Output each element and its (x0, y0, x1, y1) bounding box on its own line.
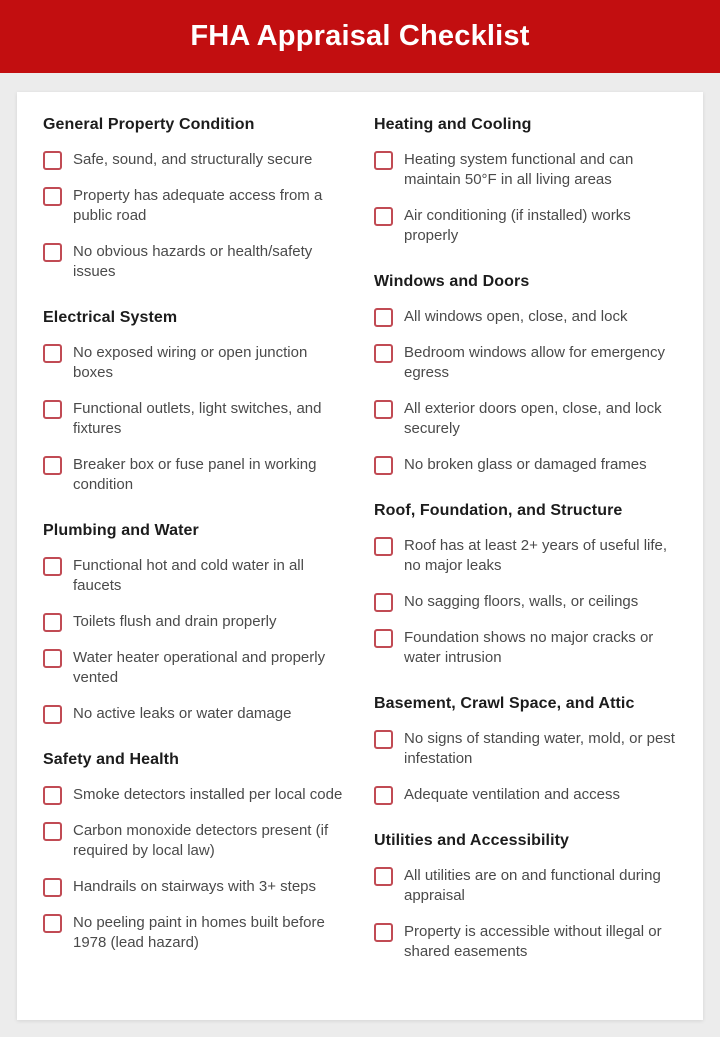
checklist-card (17, 92, 703, 1020)
checkbox-icon[interactable] (374, 730, 393, 749)
checklist-item-label: Toilets flush and drain properly (73, 613, 277, 630)
checklist-section (43, 751, 346, 953)
checklist-item[interactable] (43, 343, 346, 383)
checkbox-icon[interactable] (43, 400, 62, 419)
checklist-columns (43, 116, 677, 962)
checkbox-icon[interactable] (374, 400, 393, 419)
checkbox-icon[interactable] (43, 151, 62, 170)
checklist-item-label: Water heater operational and properly vented (73, 649, 326, 686)
checkbox-icon[interactable] (43, 786, 62, 805)
checklist-item[interactable] (374, 628, 677, 668)
checklist-item-label: Handrails on stairways with 3+ steps (73, 878, 317, 895)
section-items (43, 556, 346, 724)
checklist-section (374, 116, 677, 246)
checklist-item-label: Breaker box or fuse panel in working condition (73, 456, 317, 493)
checklist-section (374, 273, 677, 475)
checkbox-icon[interactable] (374, 308, 393, 327)
checkbox-icon[interactable] (43, 914, 62, 933)
checklist-item[interactable] (43, 877, 346, 897)
column-right (374, 116, 677, 962)
checklist-item[interactable] (374, 307, 677, 327)
checkbox-icon[interactable] (43, 705, 62, 724)
checklist-item[interactable] (43, 913, 346, 953)
checklist-item-label: Foundation shows no major cracks or water intrusion (404, 629, 654, 666)
checklist-item-label: Property has adequate access from a public road (73, 187, 323, 224)
checklist-section (43, 522, 346, 724)
checklist-item[interactable] (43, 704, 346, 724)
checklist-item-label: Bedroom windows allow for emergency egress (404, 344, 665, 381)
checklist-item[interactable] (374, 455, 677, 475)
checklist-item[interactable] (374, 729, 677, 769)
checkbox-icon[interactable] (43, 243, 62, 262)
page-title: FHA Appraisal Checklist (190, 20, 530, 52)
checklist-item[interactable] (43, 399, 346, 439)
checkbox-icon[interactable] (374, 456, 393, 475)
checkbox-icon[interactable] (43, 822, 62, 841)
section-items (374, 150, 677, 246)
checklist-item-label: Safe, sound, and structurally secure (73, 151, 313, 168)
checkbox-icon[interactable] (43, 878, 62, 897)
checkbox-icon[interactable] (374, 344, 393, 363)
checkbox-icon[interactable] (43, 649, 62, 668)
checklist-item-label: Heating system functional and can maintain 50°F in all living areas (404, 151, 634, 188)
section-title: Electrical System (43, 309, 178, 326)
checkbox-icon[interactable] (374, 923, 393, 942)
checklist-item-label: All windows open, close, and lock (404, 308, 628, 325)
checkbox-icon[interactable] (374, 593, 393, 612)
section-items (374, 866, 677, 962)
checkbox-icon[interactable] (374, 151, 393, 170)
checkbox-icon[interactable] (43, 613, 62, 632)
checklist-item[interactable] (43, 785, 346, 805)
checklist-item[interactable] (374, 866, 677, 906)
section-title: General Property Condition (43, 116, 255, 133)
section-items (43, 343, 346, 495)
checklist-item[interactable] (43, 612, 346, 632)
checklist-item[interactable] (374, 150, 677, 190)
checklist-item-label: Air conditioning (if installed) works properly (404, 207, 631, 244)
checklist-item[interactable] (374, 536, 677, 576)
section-title: Heating and Cooling (374, 116, 532, 133)
checklist-item[interactable] (43, 648, 346, 688)
checklist-item-label: Functional outlets, light switches, and fixtures (73, 400, 322, 437)
section-items (43, 150, 346, 282)
checklist-item-label: No sagging floors, walls, or ceilings (404, 593, 639, 610)
checkbox-icon[interactable] (374, 786, 393, 805)
checkbox-icon[interactable] (43, 187, 62, 206)
header-banner (0, 0, 720, 73)
checklist-section (43, 116, 346, 282)
checklist-item-label: Functional hot and cold water in all faucets (73, 557, 304, 594)
checklist-section (374, 695, 677, 805)
checklist-item-label: No obvious hazards or health/safety issues (73, 243, 313, 280)
section-title: Roof, Foundation, and Structure (374, 502, 623, 519)
checklist-section (43, 309, 346, 495)
checklist-item[interactable] (43, 150, 346, 170)
section-title: Utilities and Accessibility (374, 832, 570, 849)
checklist-item-label: Roof has at least 2+ years of useful life, no major leaks (404, 537, 668, 574)
checkbox-icon[interactable] (374, 207, 393, 226)
checklist-item[interactable] (374, 206, 677, 246)
section-items (374, 536, 677, 668)
checklist-item-label: Carbon monoxide detectors present (if required by local law) (73, 822, 329, 859)
checkbox-icon[interactable] (43, 456, 62, 475)
checkbox-icon[interactable] (374, 629, 393, 648)
checklist-item[interactable] (374, 922, 677, 962)
section-items (43, 785, 346, 953)
checklist-item[interactable] (374, 399, 677, 439)
checklist-item-label: Smoke detectors installed per local code (73, 786, 343, 803)
checklist-item-label: All utilities are on and functional during appraisal (404, 867, 661, 904)
checklist-item-label: All exterior doors open, close, and lock securely (404, 400, 662, 437)
checklist-section (374, 502, 677, 668)
checklist-item[interactable] (43, 821, 346, 861)
section-title: Basement, Crawl Space, and Attic (374, 695, 635, 712)
checklist-item[interactable] (43, 455, 346, 495)
section-title: Safety and Health (43, 751, 179, 768)
column-left (43, 116, 346, 962)
section-items (374, 729, 677, 805)
checklist-item[interactable] (43, 556, 346, 596)
checklist-item-label: No active leaks or water damage (73, 705, 292, 722)
checklist-item[interactable] (374, 343, 677, 383)
section-title: Plumbing and Water (43, 522, 199, 539)
checkbox-icon[interactable] (374, 867, 393, 886)
checklist-item[interactable] (374, 785, 677, 805)
checklist-item-label: No signs of standing water, mold, or pest infestation (404, 730, 675, 767)
checkbox-icon[interactable] (43, 344, 62, 363)
checkbox-icon[interactable] (43, 557, 62, 576)
checklist-item-label: No peeling paint in homes built before 1978 (lead hazard) (73, 914, 325, 951)
checklist-item[interactable] (43, 186, 346, 226)
checklist-item-label: Adequate ventilation and access (404, 786, 620, 803)
checklist-item[interactable] (374, 592, 677, 612)
checklist-item[interactable] (43, 242, 346, 282)
checklist-item-label: No broken glass or damaged frames (404, 456, 647, 473)
checklist-item-label: Property is accessible without illegal or shared easements (404, 923, 662, 960)
checkbox-icon[interactable] (374, 537, 393, 556)
checklist-section (374, 832, 677, 962)
checklist-item-label: No exposed wiring or open junction boxes (73, 344, 308, 381)
section-title: Windows and Doors (374, 273, 530, 290)
section-items (374, 307, 677, 475)
